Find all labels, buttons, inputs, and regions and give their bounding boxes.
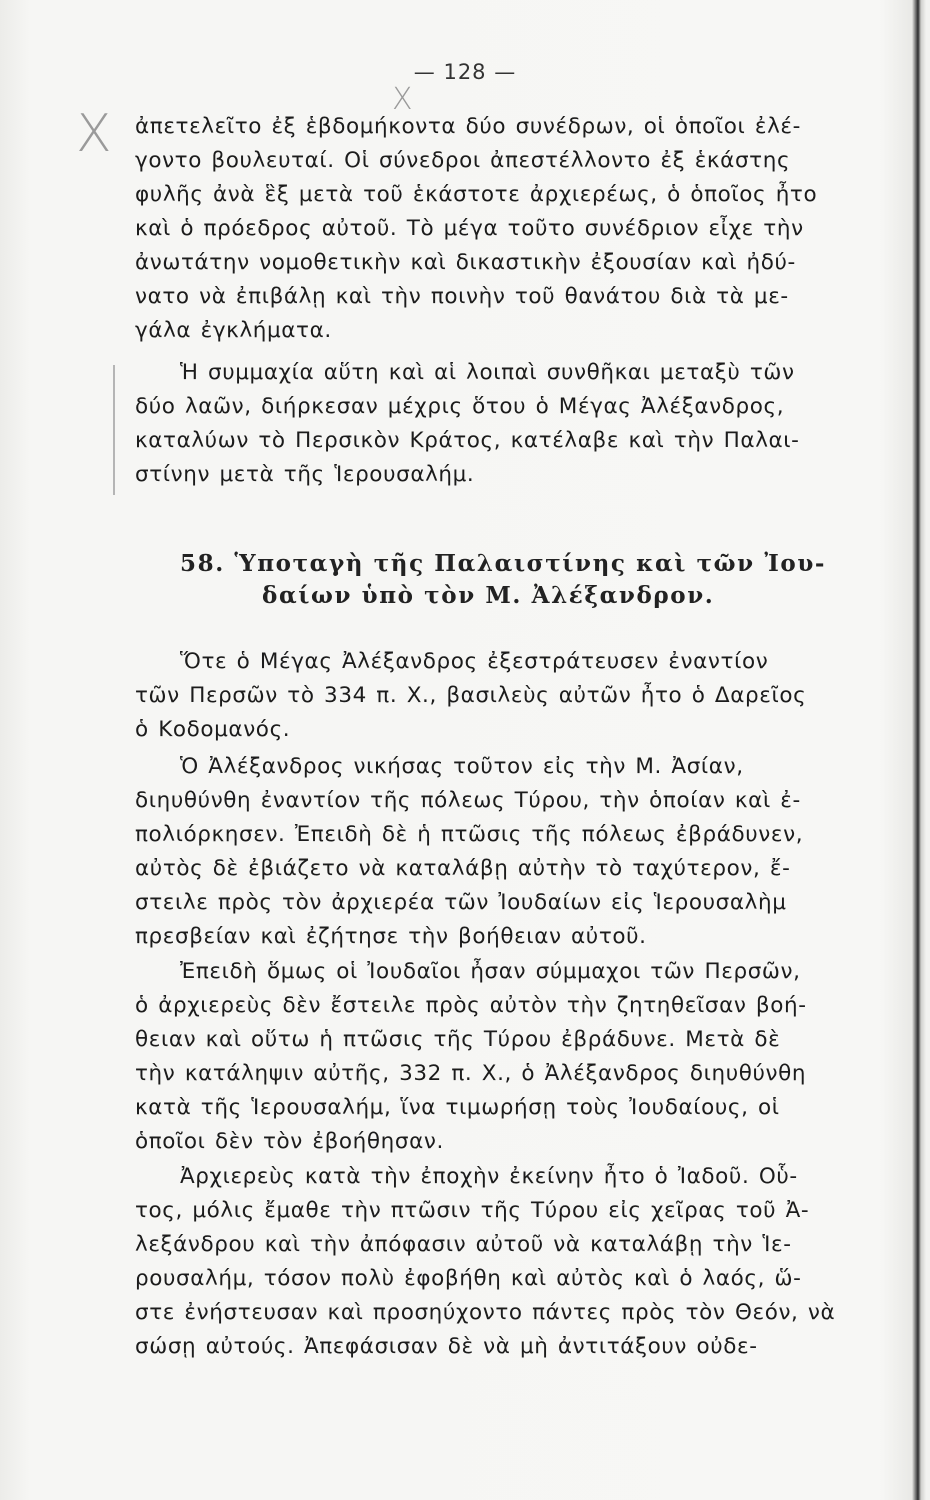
paragraph (135, 750, 880, 954)
text-line: Ὅτε ὁ Μέγας Ἀλέξανδρος ἐξεστράτευσεν ἐναντίον (180, 649, 769, 674)
heading-line: δαίων ὑπὸ τὸν Μ. Ἀλέξανδρον. (262, 582, 715, 609)
text-line: καταλύων τὸ Περσικὸν Κράτος, κατέλαβε καὶ τὴν Παλαι- (135, 428, 800, 453)
text-line: στειλε πρὸς τὸν ἀρχιερέα τῶν Ἰουδαίων εἰς Ἱερουσαλὴμ (135, 890, 787, 915)
text-line: τὴν κατάληψιν αὐτῆς, 332 π. Χ., ὁ Ἀλέξανδρος διηυθύνθη (135, 1061, 807, 1086)
paragraph (135, 955, 880, 1159)
text-line: πολιόρκησεν. Ἐπειδὴ δὲ ἡ πτῶσις τῆς πόλεως ἐβράδυνεν, (135, 822, 804, 847)
text-line: ὁ Κοδομανός. (135, 717, 291, 742)
paragraph (135, 645, 880, 747)
paragraph (135, 110, 880, 348)
text-line: ὁ ἀρχιερεὺς δὲν ἔστειλε πρὸς αὐτὸν τὴν ζητηθεῖσαν βοή- (135, 993, 807, 1018)
heading-line: 58. Ὑποταγὴ τῆς Παλαιστίνης καὶ τῶν Ἰου- (180, 550, 827, 577)
text-line: Ἡ συμμαχία αὕτη καὶ αἱ λοιπαὶ συνθῆκαι μεταξὺ τῶν (180, 360, 795, 385)
section-heading (180, 548, 900, 612)
text-line: γάλα ἐγκλήματα. (135, 318, 332, 343)
text-line: φυλῆς ἀνὰ ἓξ μετὰ τοῦ ἑκάστοτε ἀρχιερέως, ὁ ὁποῖος ἦτο (135, 182, 818, 207)
text-line: καὶ ὁ πρόεδρος αὐτοῦ. Τὸ μέγα τοῦτο συνέδριον εἶχε τὴν (135, 216, 804, 241)
text-line: Ἐπειδὴ ὅμως οἱ Ἰουδαῖοι ἦσαν σύμμαχοι τῶν Περσῶν, (180, 959, 801, 984)
text-line: τῶν Περσῶν τὸ 334 π. Χ., βασιλεὺς αὐτῶν ἦτο ὁ Δαρεῖος (135, 683, 807, 708)
text-line: στίνην μετὰ τῆς Ἱερουσαλήμ. (135, 462, 475, 487)
text-line: πρεσβείαν καὶ ἐζήτησε τὴν βοήθειαν αὐτοῦ. (135, 924, 647, 949)
text-line: λεξάνδρου καὶ τὴν ἀπόφασιν αὐτοῦ νὰ καταλάβῃ τὴν Ἱε- (135, 1232, 792, 1257)
text-line: δύο λαῶν, διήρκεσαν μέχρις ὅτου ὁ Μέγας Ἀλέξανδρος, (135, 394, 785, 419)
margin-pencil-line (113, 365, 115, 495)
page-number: — 128 — (413, 60, 517, 84)
paragraph (135, 1160, 880, 1364)
text-line: ἀνωτάτην νομοθετικὴν καὶ δικαστικὴν ἐξουσίαν καὶ ἠδύ- (135, 250, 796, 275)
text-line: ἀπετελεῖτο ἐξ ἑβδομήκοντα δύο συνέδρων, οἱ ὁποῖοι ἐλέ- (135, 114, 801, 139)
paragraph (135, 356, 880, 492)
margin-cross-mark: X (76, 104, 112, 164)
text-line: νατο νὰ ἐπιβάλῃ καὶ τὴν ποινὴν τοῦ θανάτου διὰ τὰ με- (135, 284, 789, 309)
text-line: θειαν καὶ οὕτω ἡ πτῶσις τῆς Τύρου ἐβράδυνε. Μετὰ δὲ (135, 1027, 781, 1052)
text-line: διηυθύνθη ἐναντίον τῆς πόλεως Τύρου, τὴν ὁποίαν καὶ ἐ- (135, 788, 801, 813)
text-line: Ἀρχιερεὺς κατὰ τὴν ἐποχὴν ἐκείνην ἦτο ὁ Ἰαδοῦ. Οὗ- (180, 1164, 798, 1189)
text-line: τος, μόλις ἔμαθε τὴν πτῶσιν τῆς Τύρου εἰς χεῖρας τοῦ Ἀ- (135, 1198, 810, 1223)
text-line: κατὰ τῆς Ἱερουσαλήμ, ἵνα τιμωρήσῃ τοὺς Ἰουδαίους, οἱ (135, 1095, 780, 1120)
margin-cross-mark: X (392, 82, 413, 117)
text-line: Ὁ Ἀλέξανδρος νικήσας τοῦτον εἰς τὴν Μ. Ἀσίαν, (180, 754, 744, 779)
text-line: σώσῃ αὐτούς. Ἀπεφάσισαν δὲ νὰ μὴ ἀντιτάξουν οὐδε- (135, 1334, 758, 1359)
text-line: ρουσαλήμ, τόσον πολὺ ἐφοβήθη καὶ αὐτὸς καὶ ὁ λαός, ὥ- (135, 1266, 802, 1291)
text-line: στε ἐνήστευσαν καὶ προσηύχοντο πάντες πρὸς τὸν Θεόν, νὰ (135, 1300, 836, 1325)
text-line: αὐτὸς δὲ ἐβιάζετο νὰ καταλάβῃ αὐτὴν τὸ ταχύτερον, ἔ- (135, 856, 791, 881)
text-line: γοντο βουλευταί. Οἱ σύνεδροι ἀπεστέλλοντο ἐξ ἑκάστης (135, 148, 791, 173)
text-line: ὁποῖοι δὲν τὸν ἐβοήθησαν. (135, 1129, 444, 1154)
